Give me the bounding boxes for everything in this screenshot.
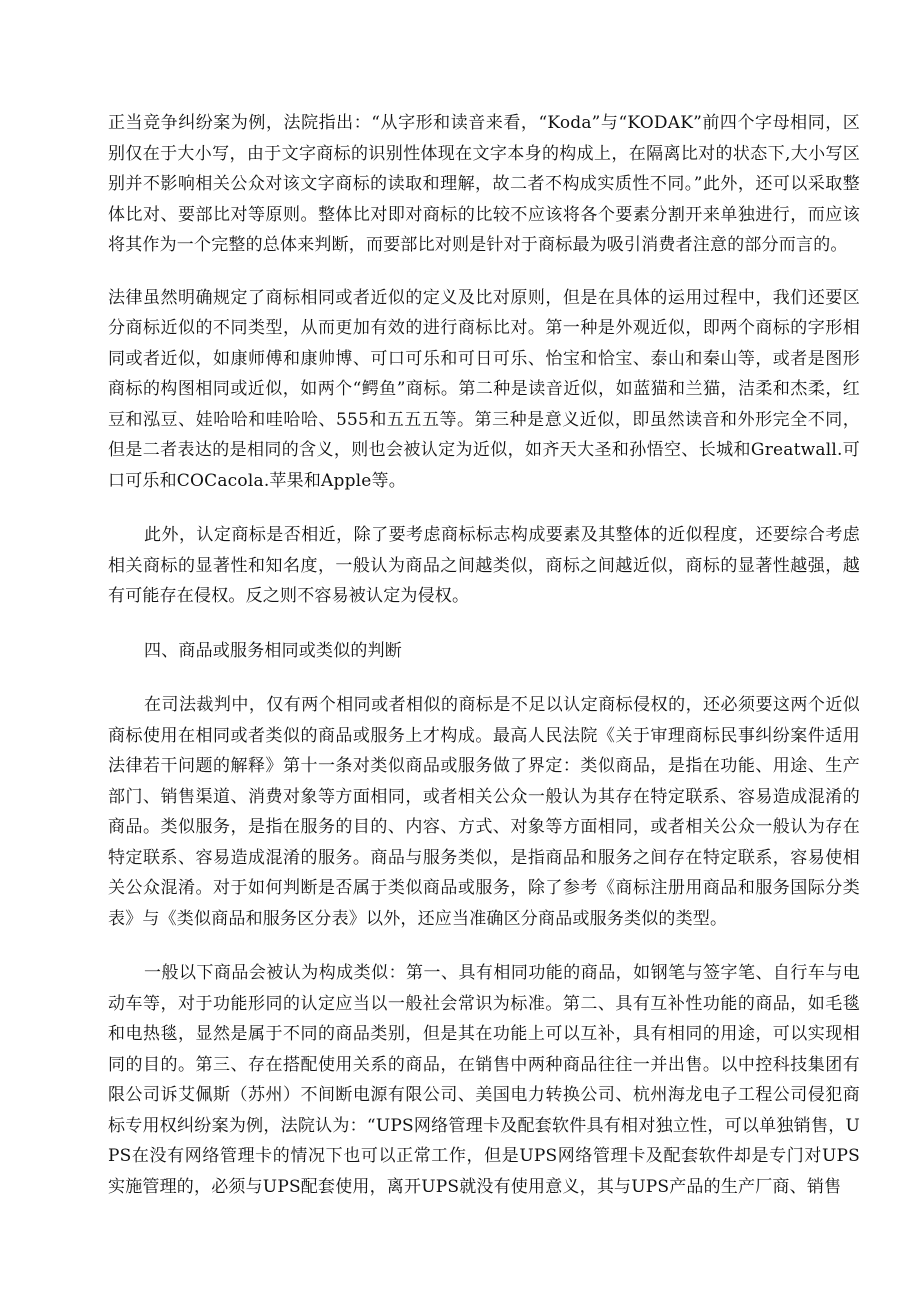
paragraph-similarity-types: 法律虽然明确规定了商标相同或者近似的定义及比对原则，但是在具体的运用过程中，我们还要区分商标近似的不同类型，从而更加有效的进行商标比对。第一种是外观近似，即两个商标的字形相同或者近似，如康师傅和康帅博、可口可乐和可日可乐、怡宝和恰宝、泰山和秦山等，或者是图形商标的构图相同或近似，如两个“鳄鱼”商标。第二种是读音近似，如蓝猫和兰猫，洁柔和杰柔，红豆和泓豆、娃哈哈和哇哈哈、555和五五五等。第三种是意义近似，即虽然读音和外形完全不同，但是二者表达的是相同的含义，则也会被认定为近似，如齐天大圣和孙悟空、长城和Greatwall.可口可乐和COCacola.苹果和Apple等。: [108, 287, 860, 491]
paragraph-koda-case: 正当竞争纠纷案为例，法院指出：“从字形和读音来看，“Koda”与“KODAK”前四个字母相同，区别仅在于大小写，由于文字商标的识别性体现在文字本身的构成上，在隔离比对的状态下,大小写区别并不影响相关公众对该文字商标的读取和理解，故二者不构成实质性不同。”此外，还可以采取整体比对、要部比对等原则。整体比对即对商标的比较不应该将各个要素分割开来单独进行，而应该将其作为一个完整的总体来判断，而要部比对则是针对于商标最为吸引消费者注意的部分而言的。: [108, 113, 860, 255]
paragraph-similar-goods-types: 一般以下商品会被认为构成类似：第一、具有相同功能的商品，如钢笔与签字笔、自行车与电动车等，对于功能形同的认定应当以一般社会常识为标准。第二、具有互补性功能的商品，如毛毯和电热毯，显然是属于不同的商品类别，但是其在功能上可以互补，具有相同的用途，可以实现相同的目的。第三、存在搭配使用关系的商品，在销售中两种商品往往一并出售。以中控科技集团有限公司诉艾佩斯（苏州）不间断电源有限公司、美国电力转换公司、杭州海龙电子工程公司侵犯商标专用权纠纷案为例，法院认为：“UPS网络管理卡及配套软件具有相对独立性，可以单独销售，UPS在没有网络管理卡的情况下也可以正常工作，但是UPS网络管理卡及配套软件却是专门对UPS实施管理的，必须与UPS配套使用，离开UPS就没有使用意义，其与UPS产品的生产厂商、销售: [108, 963, 860, 1197]
section-heading-goods-services: 四、商品或服务相同或类似的判断: [144, 640, 402, 661]
paragraph-distinctiveness: 此外，认定商标是否相近，除了要考虑商标标志构成要素及其整体的近似程度，还要综合考虑相关商标的显著性和知名度，一般认为商品之间越类似，商标之间越近似，商标的显著性越强，越有可能存在侵权。反之则不容易被认定为侵权。: [108, 525, 860, 606]
paragraph-judicial-interpretation: 在司法裁判中，仅有两个相同或者相似的商标是不足以认定商标侵权的，还必须要这两个近似商标使用在相同或者类似的商品或服务上才构成。最高人民法院《关于审理商标民事纠纷案件适用法律若干问题的解释》第十一条对类似商品或服务做了界定：类似商品，是指在功能、用途、生产部门、销售渠道、消费对象等方面相同，或者相关公众一般认为其存在特定联系、容易造成混淆的商品。类似服务，是指在服务的目的、内容、方式、对象等方面相同，或者相关公众一般认为存在特定联系、容易造成混淆的服务。商品与服务类似，是指商品和服务之间存在特定联系，容易使相关公众混淆。对于如何判断是否属于类似商品或服务，除了参考《商标注册用商品和服务国际分类表》与《类似商品和服务区分表》以外，还应当准确区分商品或服务类似的类型。: [108, 695, 860, 929]
document-page: [108, 108, 860, 1202]
